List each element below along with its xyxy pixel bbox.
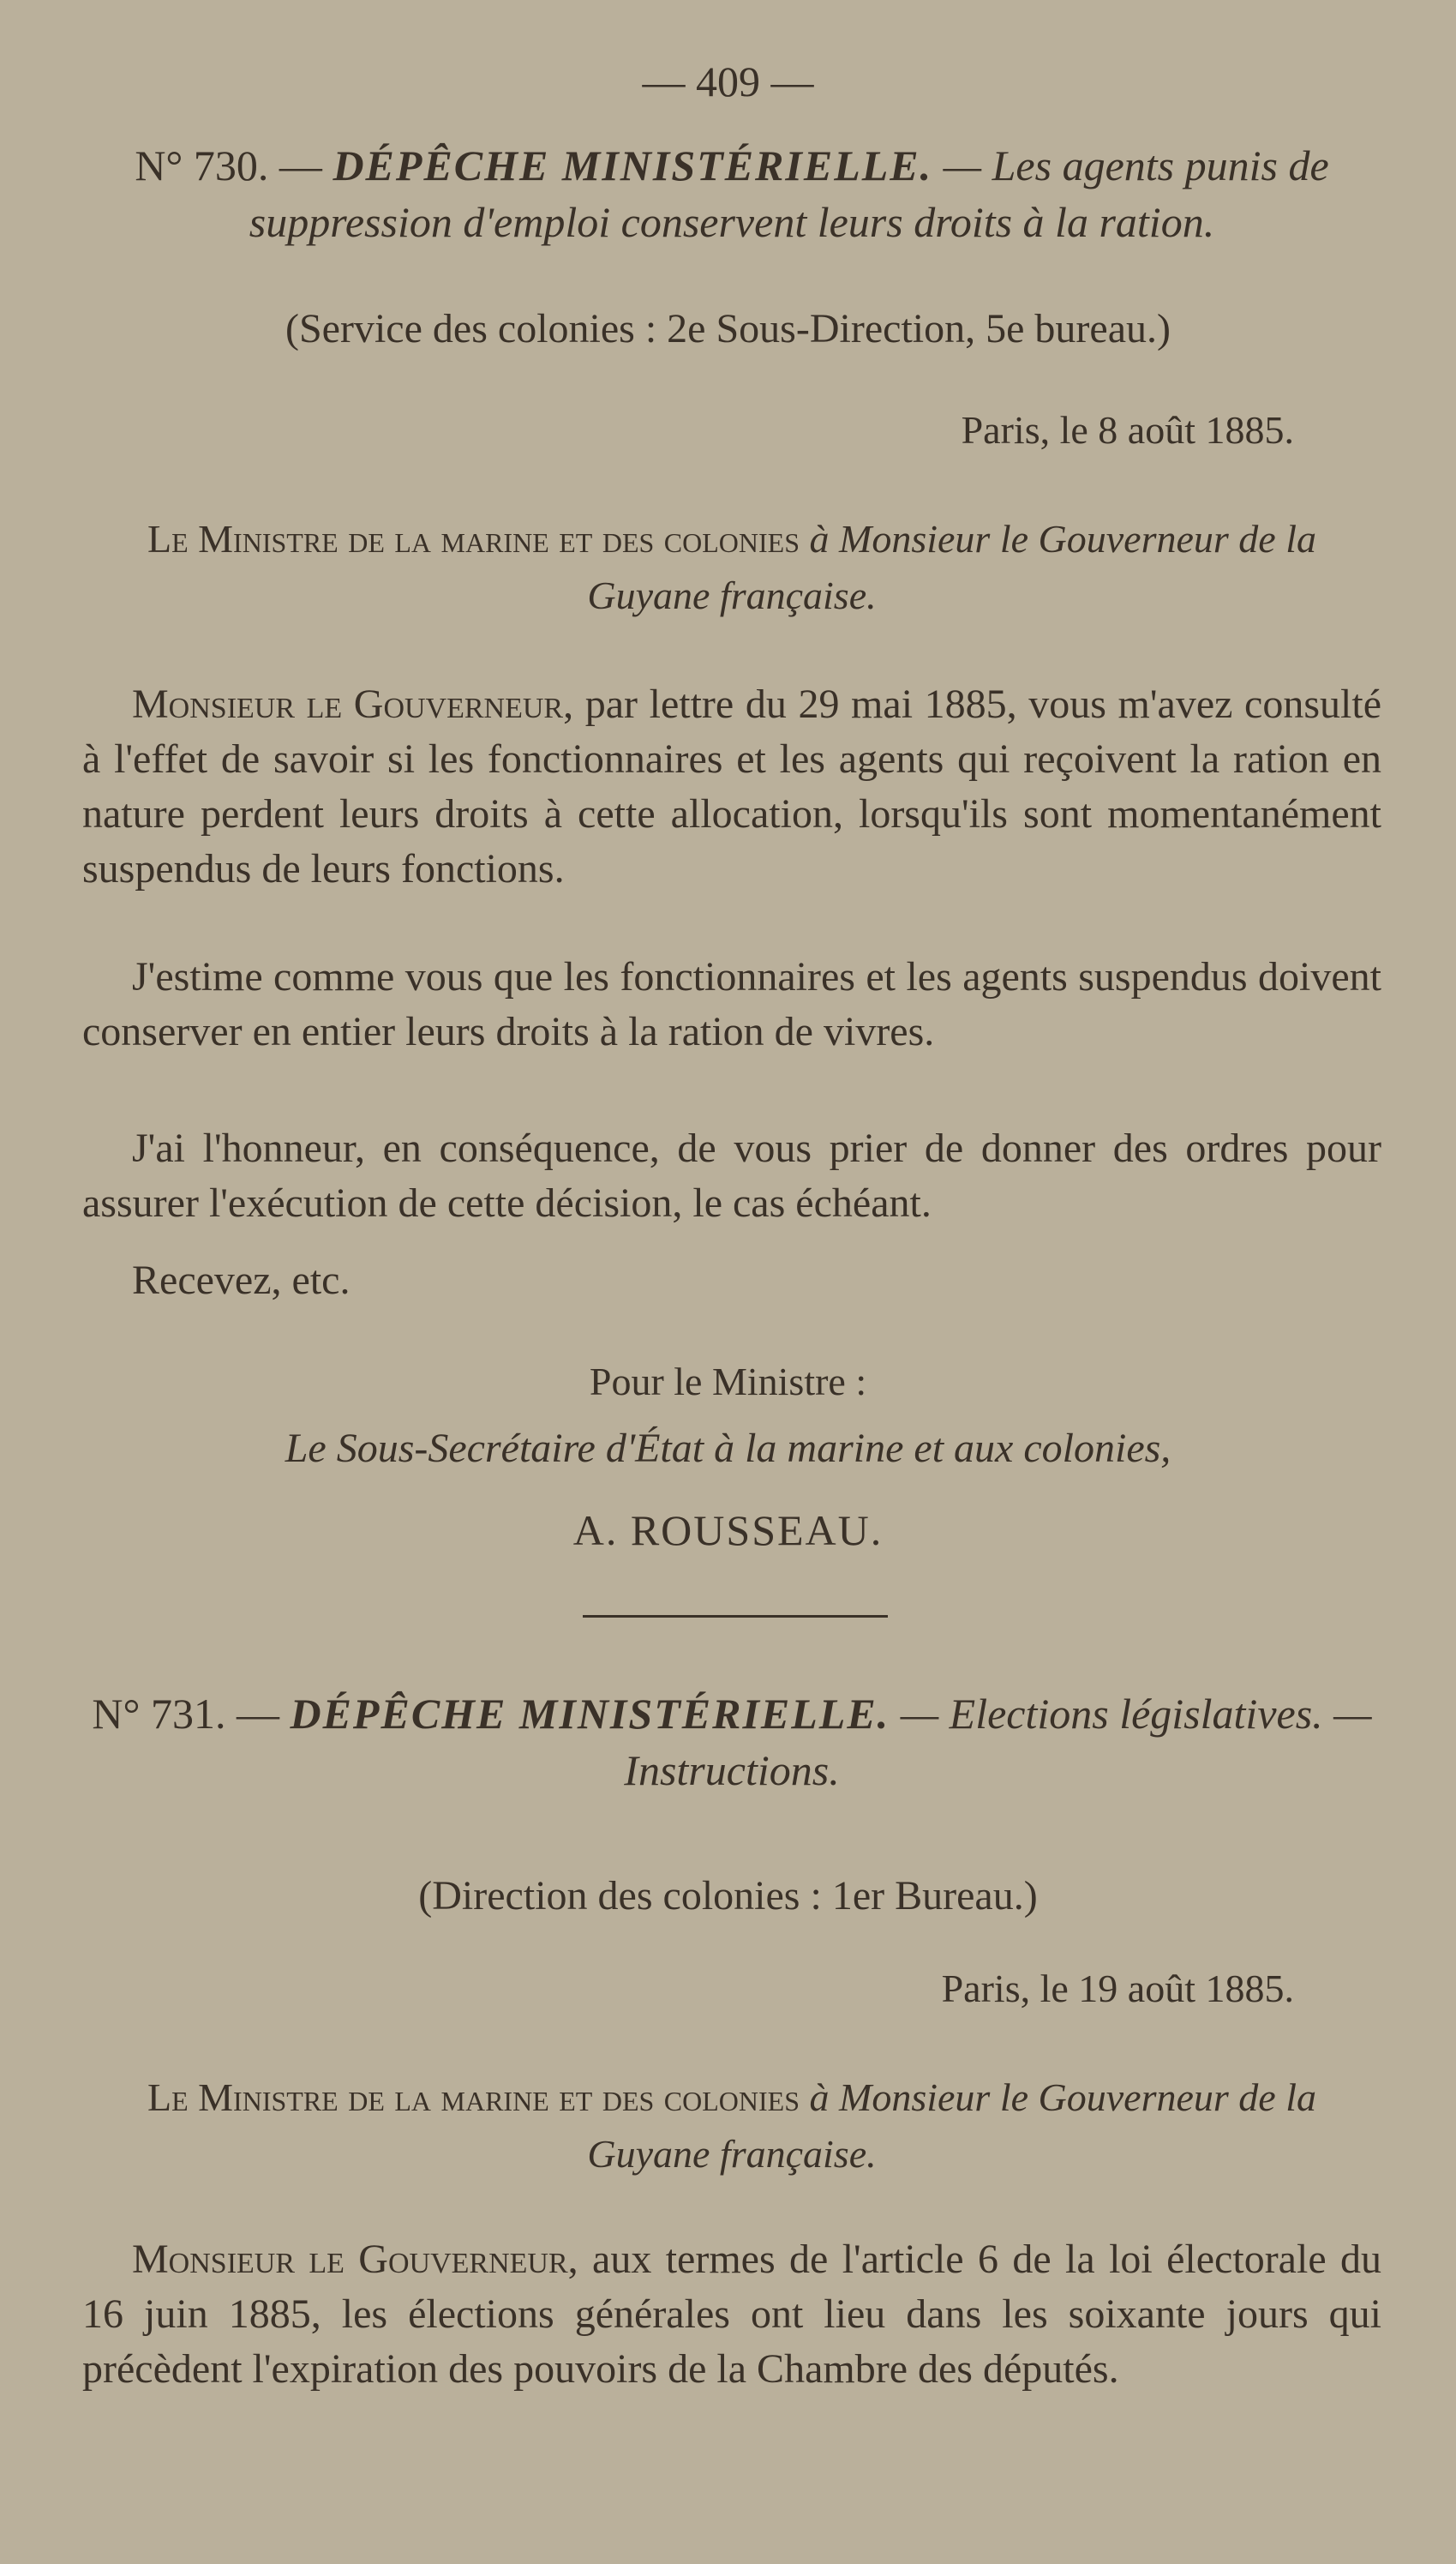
doc730-kind: DÉPÊCHE MINISTÉRIELLE.	[333, 141, 933, 189]
doc731-paragraph-1-text: aux termes de l'article 6 de la loi électorale du 16 juin 1885, les élections générales ont lieu dans les soixante jours qui précèdent l'expiration des pouvoirs de la Chambre des députés.	[82, 2237, 1382, 2392]
doc730-address-to: à Monsieur le Gouverneur de la Guyane française.	[587, 517, 1316, 617]
doc730-address	[82, 511, 1381, 624]
doc731-kind: DÉPÊCHE MINISTÉRIELLE.	[290, 1690, 890, 1738]
doc730-paragraph-1-text: par lettre du 29 mai 1885, vous m'avez consulté à l'effet de savoir si les fonctionnaires et les agents qui reçoivent la ration en nature perdent leurs droits à cette allocation, lorsqu'ils sont momentanément suspendus de leurs fonctions.	[82, 682, 1381, 892]
doc731-address-from: Le Ministre de la marine et des colonies	[147, 2075, 800, 2119]
doc731-title	[82, 1685, 1381, 1798]
doc731-date: Paris, le 19 août 1885.	[941, 1967, 1294, 2010]
doc730-subject: — Les agents punis de suppression d'emploi conservent leurs droits à la ration.	[249, 141, 1329, 246]
doc730-signature-for: Pour le Ministre :	[589, 1360, 867, 1403]
page-number: — 409 —	[642, 57, 814, 105]
doc730-signature-title: Le Sous-Secrétaire d'État à la marine et aux colonies,	[285, 1426, 1171, 1471]
doc730-date: Paris, le 8 août 1885.	[961, 408, 1294, 452]
doc730-service: (Service des colonies : 2e Sous-Direction, 5e bureau.)	[285, 306, 1171, 351]
section-divider	[583, 1615, 888, 1618]
doc730-address-from: Le Ministre de la marine et des colonies	[147, 517, 800, 561]
doc731-address-to: à Monsieur le Gouverneur de la Guyane française.	[587, 2075, 1316, 2176]
doc730-title	[82, 137, 1381, 250]
doc730-paragraph-3: J'ai l'honneur, en conséquence, de vous prier de donner des ordres pour assurer l'exécution de cette décision, le cas échéant.	[82, 1126, 1381, 1226]
doc730-signature-name: A. ROUSSEAU.	[572, 1506, 884, 1554]
doc730-number: N° 730. —	[135, 141, 322, 189]
doc731-service: (Direction des colonies : 1er Bureau.)	[418, 1873, 1038, 1918]
doc730-closing: Recevez, etc.	[132, 1258, 351, 1303]
doc730-paragraph-1	[82, 677, 1381, 897]
doc731-number: N° 731. —	[92, 1690, 279, 1738]
doc731-address	[82, 2069, 1381, 2183]
doc731-paragraph-1	[82, 2232, 1381, 2397]
doc730-paragraph-2: J'estime comme vous que les fonctionnaires et les agents suspendus doivent conserver en entier leurs droits à la ration de vivres.	[82, 954, 1381, 1054]
doc731-salutation: Monsieur le Gouverneur,	[132, 2237, 578, 2282]
doc730-salutation: Monsieur le Gouverneur,	[132, 682, 574, 727]
doc731-subject: — Elections législatives. — Instructions.	[624, 1690, 1372, 1794]
